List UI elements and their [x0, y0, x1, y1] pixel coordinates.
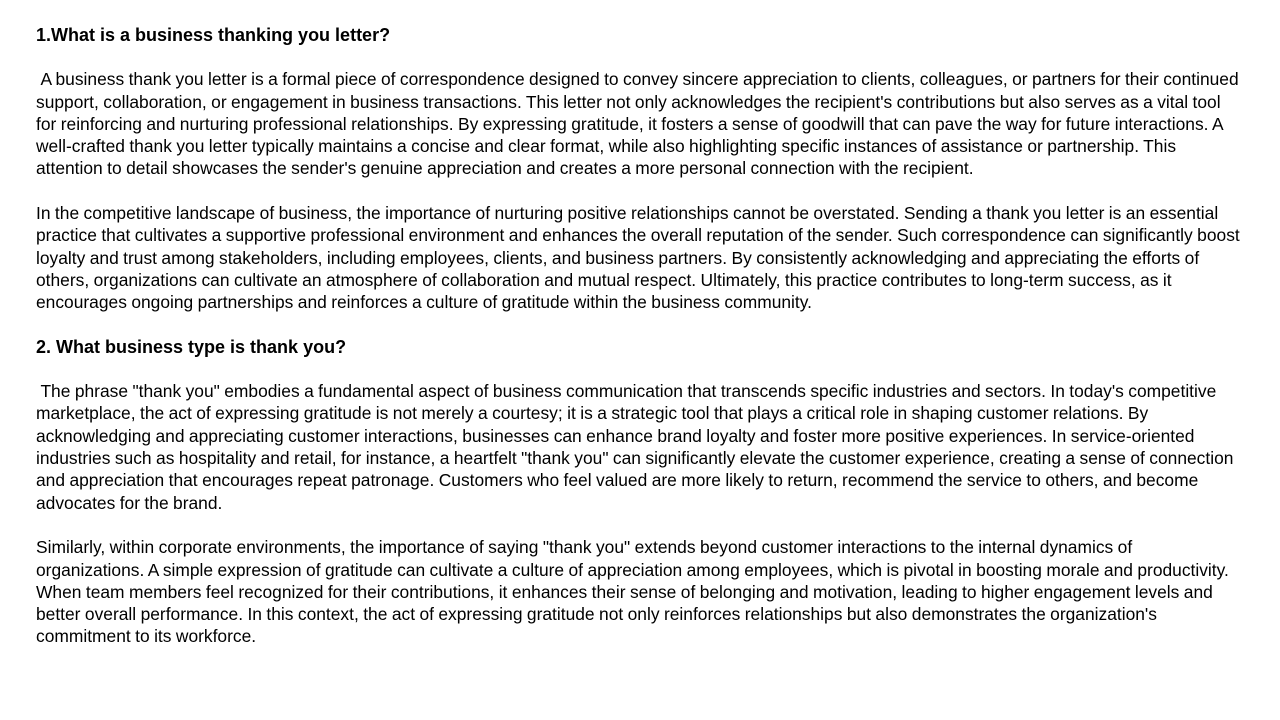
section-2-paragraph-1: The phrase "thank you" embodies a fundamental aspect of business communication that transcends specific industries and sectors. In today's competitive marketplace, the act of expressing gratitude is not merely a courtesy; it is a strategic tool that plays a critical role in shaping customer relations. By acknowledging and appreciating customer interactions, businesses can enhance brand loyalty and foster more positive experiences. In service-oriented industries such as hospitality and retail, for instance, a heartfelt "thank you" can significantly elevate the customer experience, creating a sense of connection and appreciation that encourages repeat patronage. Customers who feel valued are more likely to return, recommend the service to others, and become advocates for the brand. [36, 381, 1238, 513]
section-2-paragraph-2: Similarly, within corporate environments, the importance of saying "thank you" extends beyond customer interactions to the internal dynamics of organizations. A simple expression of gratitude can cultivate a culture of appreciation among employees, which is pivotal in boosting morale and productivity. When team members feel recognized for their contributions, it enhances their sense of belonging and motivation, leading to higher engagement levels and better overall performance. In this context, the act of expressing gratitude not only reinforces relationships but also demonstrates the organization's commitment to its workforce. [36, 537, 1234, 647]
spacer [36, 180, 1244, 202]
spacer [36, 314, 1244, 336]
spacer [36, 46, 1244, 68]
spacer [36, 514, 1244, 536]
section-1-paragraph-2: In the competitive landscape of business, the importance of nurturing positive relationships cannot be overstated. Sending a thank you letter is an essential practice that cultivates a supportive professional environment and enhances the overall reputation of the sender. Such correspondence can significantly boost loyalty and trust among stakeholders, including employees, clients, and business partners. By consistently acknowledging and appreciating the efforts of others, organizations can cultivate an atmosphere of collaboration and mutual respect. Ultimately, this practice contributes to long-term success, as it encourages ongoing partnerships and reinforces a culture of gratitude within the business community. [36, 203, 1245, 313]
section-heading-2: 2. What business type is thank you? [36, 336, 347, 357]
section-heading-1: 1.What is a business thanking you letter? [36, 25, 391, 45]
spacer [36, 358, 1244, 380]
section-1-paragraph-1: A business thank you letter is a formal piece of correspondence designed to convey sincere appreciation to clients, colleagues, or partners for their continued support, collaboration, or engagement in business transactions. This letter not only acknowledges the recipient's contributions but also serves as a vital tool for reinforcing and nurturing professional relationships. By expressing gratitude, it fosters a sense of goodwill that can pave the way for future interactions. A well-crafted thank you letter typically maintains a concise and clear format, while also highlighting specific instances of assistance or partnership. This attention to detail showcases the sender's genuine appreciation and creates a more personal connection with the recipient. [36, 69, 1244, 179]
